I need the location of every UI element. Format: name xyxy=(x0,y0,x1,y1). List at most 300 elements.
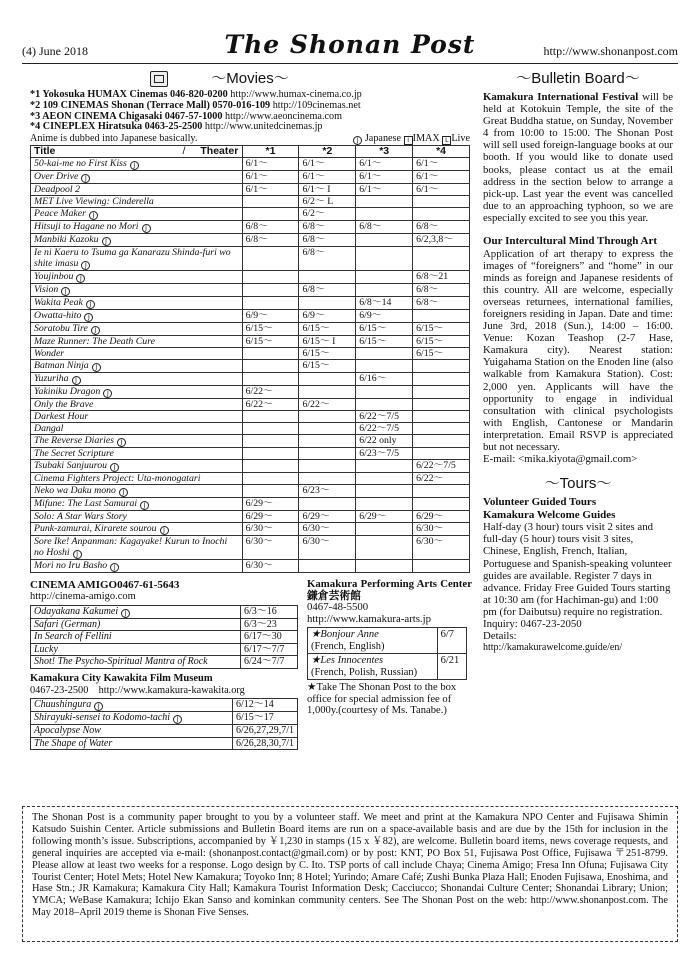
film-camera-icon xyxy=(150,71,168,87)
left-column xyxy=(30,70,470,779)
art-heading: Our Intercultural Mind Through Art xyxy=(483,235,657,248)
amigo-url[interactable]: http://cinema-amigo.com xyxy=(30,591,136,603)
performing-phone: 0467-48-5500 xyxy=(307,601,369,614)
table-row xyxy=(31,158,470,171)
theater-3-date: 6/1～ xyxy=(356,171,413,184)
cinema-name: *1 Yokosuka HUMAX Cinemas 046-820-0200 xyxy=(30,89,231,100)
table-row xyxy=(31,560,470,573)
theater-2-date: 6/1～ I xyxy=(299,184,356,196)
theater-4-date: 6/22～7/5 xyxy=(413,460,470,473)
theater-4-date xyxy=(413,485,470,498)
tours-title: ～Tours～ xyxy=(544,475,612,493)
theater-3-date xyxy=(356,247,413,271)
performance-date: 6/7 xyxy=(437,628,466,654)
theater-2-date: 6/23～ xyxy=(299,485,356,498)
theater-2-date: 6/30～ xyxy=(299,523,356,536)
theater-3-date xyxy=(356,560,413,573)
table-row xyxy=(31,208,470,221)
table-row xyxy=(31,234,470,247)
movie-title: Wakita Peak J xyxy=(31,297,243,310)
theater-1-date xyxy=(242,196,299,208)
legend-imax: IMAX xyxy=(412,133,440,145)
legend-row xyxy=(30,133,470,145)
amigo-heading: CINEMA AMIGO0467-61-5643 xyxy=(30,579,180,592)
theater-2-date: 6/30～ xyxy=(299,536,356,560)
screening-date: 6/24～7/7 xyxy=(241,656,298,669)
movie-title: MET Live Viewing: Cinderella xyxy=(31,196,243,208)
movie-title: Apocalypse Now xyxy=(31,725,233,738)
theater-4-date xyxy=(413,498,470,511)
theater-1-date: 6/22～ xyxy=(242,399,299,411)
theater-4-date xyxy=(413,560,470,573)
theater-4-date xyxy=(413,360,470,373)
table-row xyxy=(31,247,470,271)
movie-title: Cinema Fighters Project: Uta-monogatari xyxy=(31,473,243,485)
performance-title: ★Bonjour Anne (French, English) xyxy=(308,628,438,654)
theater-2-date xyxy=(299,460,356,473)
theater-2-date xyxy=(299,435,356,448)
live-icon: L xyxy=(442,136,451,145)
theater-2-date xyxy=(299,411,356,423)
theater-3-date xyxy=(356,271,413,284)
table-row xyxy=(31,171,470,184)
table-row xyxy=(31,386,470,399)
table-row xyxy=(31,460,470,473)
movie-title: Sore Ike! Anpanman: Kagayake! Kurun to Inochi no Hoshi J xyxy=(31,536,243,560)
japanese-icon: J xyxy=(91,326,100,335)
japanese-icon: J xyxy=(72,376,81,385)
theater-4-date: 6/30～ xyxy=(413,523,470,536)
theater-2-date: 6/15～ I xyxy=(299,336,356,348)
japanese-icon: J xyxy=(76,274,85,283)
movie-title: The Shape of Water xyxy=(31,737,233,750)
col-theater-1: *1 xyxy=(242,146,299,158)
theater-1-date xyxy=(242,373,299,386)
japanese-icon: J xyxy=(117,438,126,447)
movie-title: Soratobu Tire J xyxy=(31,323,243,336)
theater-4-date: 6/15～ xyxy=(413,336,470,348)
table-row xyxy=(31,411,470,423)
movie-title: The Reverse Diaries J xyxy=(31,435,243,448)
theater-3-date: 6/22～7/5 xyxy=(356,423,413,435)
japanese-icon: J xyxy=(84,313,93,322)
theater-3-date: 6/1～ xyxy=(356,158,413,171)
kawakita-contact: 0467-23-2500 http://www.kamakura-kawakita.org xyxy=(30,684,245,696)
theater-3-date xyxy=(356,348,413,360)
table-row xyxy=(31,284,470,297)
table-row xyxy=(308,654,467,680)
festival-text: will be held at Kotokuin Temple, the site of the Great Buddha statue, on Sunday, November 4 from 10:00 to 15:00. The Shonan Post will sell used foreign-language books at our booth. If you would like to donate used books, please contact us at the email address in the section below to arrange a pick-up. Last year the event was cancelled due to an approaching typhoon, so we are especially excited to see you this year. xyxy=(483,91,673,224)
cinema-name: *3 AEON CINEMA Chigasaki 0467-57-1000 xyxy=(30,110,225,122)
masthead: The Shonan Post xyxy=(224,30,476,59)
theater-1-date xyxy=(242,485,299,498)
footer-info-box xyxy=(22,806,678,942)
movie-title: Yuzuriha J xyxy=(31,373,243,386)
movie-title: Mifune: The Last Samurai J xyxy=(31,498,243,511)
theater-3-date: 6/8～14 xyxy=(356,297,413,310)
theater-2-date: 6/15～ xyxy=(299,360,356,373)
table-row xyxy=(31,605,298,618)
table-row xyxy=(31,737,298,750)
table-row xyxy=(31,323,470,336)
table-row xyxy=(31,184,470,196)
movie-title: Dangal xyxy=(31,423,243,435)
performing-arts xyxy=(307,579,472,717)
theater-4-date xyxy=(413,435,470,448)
movie-title: Deadpool 2 xyxy=(31,184,243,196)
theater-3-date xyxy=(356,460,413,473)
footer-text: The Shonan Post is a community paper brought to you by a volunteer staff. We meet and print at the Kamakura NPO Center and Fujisawa Shimin Katsudo Suishin Center. Article submissions and Bulletin Board items are run on a space-available basis and are due by the 15th for inclusion in the following month’s issue. Subscriptions, accompanied by ￥1,230 in stamps (15 x ￥82), are welcome. Bulletin board items, news coverage requests, and general inquiries are accepted via e-mail: (shonanpost.contact@gmail.com) or by post: KNT, PO Box 51, Fujisawa Post Office, Fujisawa 〒251-8799. Please allow at least two weeks for a response. Logo design by C. Ito. TSP ports of call include Chaya; Cinema Amigo; Fresa Inn Ofuna; Fujisawa City Tourist Center; Hotel Mets; Hotel New Kamakura; Toyoko Inn; 8 Hotel; Yurindo; Amare Café; Zushi Bunka Plaza Hall; Enoden Fujisawa, Enoshima, and Hase Stn.; JR Kamakura; Kamakura City Hall; Kamakura Tourist Information Desk; Cacciucco; Shonandai Culture Center; Shonandai Library; Union; YMCA; WeBase Kamakura; Ichijo Ekan Sanso and kominkan community centers. See The Shonan Post on the web: http://www.shonanpost.com. The May 2018–April 2019 theme is Shonan Five Senses. xyxy=(32,812,668,919)
movie-title: 50-kai-me no First Kiss J xyxy=(31,158,243,171)
table-row xyxy=(31,297,470,310)
theater-2-date: 6/8～ xyxy=(299,247,356,271)
theater-3-date xyxy=(356,498,413,511)
theater-3-date xyxy=(356,536,413,560)
table-row xyxy=(31,448,470,460)
theater-4-date xyxy=(413,448,470,460)
movie-title: Over Drive J xyxy=(31,171,243,184)
tours-head-1: Volunteer Guided Tours xyxy=(483,496,597,509)
theater-4-date xyxy=(413,386,470,399)
japanese-icon: J xyxy=(142,224,151,233)
screening-date: 6/15～17 xyxy=(232,712,297,725)
table-row xyxy=(31,725,298,738)
bulletin-title: ～Bulletin Board～ xyxy=(516,70,640,87)
movie-title: Shirayuki-sensei to Kodomo-tachi J xyxy=(31,712,233,725)
table-row xyxy=(308,628,467,654)
theater-3-date xyxy=(356,196,413,208)
theater-2-date: 6/1～ xyxy=(299,158,356,171)
theater-3-date xyxy=(356,234,413,247)
table-row xyxy=(31,348,470,360)
movie-title: Yakiniku Dragon J xyxy=(31,386,243,399)
theater-3-date: 6/22～7/5 xyxy=(356,411,413,423)
theater-1-date xyxy=(242,360,299,373)
dub-note: Anime is dubbed into Japanese basically. xyxy=(30,133,198,145)
tours-head-2: Kamakura Welcome Guides xyxy=(483,508,616,521)
japanese-icon: J xyxy=(110,463,119,472)
table-row xyxy=(31,656,298,669)
movie-title: Lucky xyxy=(31,643,241,656)
theater-1-date xyxy=(242,208,299,221)
theater-2-date: 6/2～ L xyxy=(299,196,356,208)
theater-4-date: 6/8～ xyxy=(413,221,470,234)
screening-date: 6/12～14 xyxy=(232,699,297,712)
movies-section-title xyxy=(30,70,470,88)
japanese-icon: J xyxy=(110,563,119,572)
col-theater-2: *2 xyxy=(299,146,356,158)
screening-date: 6/26,27,29,7/1 xyxy=(232,725,297,738)
japanese-icon: J xyxy=(94,702,103,711)
theater-2-date xyxy=(299,271,356,284)
table-row xyxy=(31,373,470,386)
theater-3-date: 6/9～ xyxy=(356,310,413,323)
theater-1-date xyxy=(242,271,299,284)
table-row xyxy=(31,523,470,536)
movie-title: Batman Ninja J xyxy=(31,360,243,373)
theater-3-date xyxy=(356,399,413,411)
movie-title: Tsubaki Sanjuurou J xyxy=(31,460,243,473)
theater-3-date: 6/8～ xyxy=(356,221,413,234)
theater-1-date: 6/29～ xyxy=(242,511,299,523)
japanese-icon: J xyxy=(140,501,149,510)
table-row xyxy=(31,473,470,485)
amigo-table xyxy=(30,605,298,669)
theater-1-date: 6/30～ xyxy=(242,536,299,560)
theater-2-date xyxy=(299,560,356,573)
tours-details-url[interactable]: http://kamakurawelcome.guide/en/ xyxy=(483,642,623,654)
theater-3-date: 6/1～ xyxy=(356,184,413,196)
theater-1-date xyxy=(242,473,299,485)
table-row xyxy=(31,423,470,435)
cinema-url[interactable]: http://www.humax-cinema.co.jp xyxy=(230,89,362,100)
cinema-url[interactable]: http://109cinemas.net xyxy=(272,99,361,111)
theater-1-date xyxy=(242,297,299,310)
table-row xyxy=(31,435,470,448)
issue-date: (4) June 2018 xyxy=(22,44,88,58)
legend-japanese: Japanese xyxy=(364,133,402,145)
theater-1-date: 6/1～ xyxy=(242,184,299,196)
theater-3-date xyxy=(356,284,413,297)
japanese-icon: J xyxy=(61,287,70,296)
theater-3-date: 6/29～ xyxy=(356,511,413,523)
theater-2-date: 6/1～ xyxy=(299,171,356,184)
japanese-icon: J xyxy=(353,136,362,145)
art-email[interactable]: E-mail: <mika.kiyota@gmail.com> xyxy=(483,453,638,466)
theater-4-date: 6/1～ xyxy=(413,184,470,196)
cinema-url[interactable]: http://www.unitedcinemas.jp xyxy=(204,121,323,133)
theater-1-date: 6/1～ xyxy=(242,171,299,184)
header-url[interactable]: http://www.shonanpost.com xyxy=(543,44,678,58)
japanese-icon: J xyxy=(121,609,130,618)
table-row xyxy=(31,631,298,644)
theater-1-date: 6/8～ xyxy=(242,221,299,234)
movie-title: Chuushingura J xyxy=(31,699,233,712)
theater-3-date xyxy=(356,386,413,399)
cinema-name: *2 109 CINEMAS Shonan (Terrace Mall) 0570-016-109 xyxy=(30,99,273,111)
performing-table xyxy=(307,627,467,680)
movie-title: Odayakana Kakumei J xyxy=(31,605,241,618)
movie-title: Vision J xyxy=(31,284,243,297)
theater-3-date xyxy=(356,523,413,536)
theater-1-date xyxy=(242,460,299,473)
table-row xyxy=(31,643,298,656)
theater-2-date: 6/22～ xyxy=(299,399,356,411)
japanese-icon: J xyxy=(81,261,90,270)
theater-2-date: 6/2～ xyxy=(299,208,356,221)
movie-schedule-table xyxy=(30,145,470,573)
theater-1-date xyxy=(242,435,299,448)
theater-4-date: 6/1～ xyxy=(413,158,470,171)
art-text: Application of art therapy to express the images of “foreigners” and “home” in our minds as foreign and Japanese residents of this country. All are welcome, especially overseas returnees, international families, foreigners residing in Japan. Date and time: June 3rd, 2018 (Sun.), 14:00 – 16:00. Venue: Kozan Teashop (2-7 Hase, Kamakura city). Nearest station: Yuigahama Station on the Enoden line (also walkable from Kamakura Station). Cost: 2,000 yen. Applicants will have the opportunity to engage in individual consultation with clinical psychologists with English, Cantonese or Mandarin interpretation. Email RSVP is appreciated but not necessary. xyxy=(483,247,673,454)
table-row xyxy=(31,310,470,323)
screening-date: 6/26,28,30,7/1 xyxy=(232,737,297,750)
performing-url[interactable]: http://www.kamakura-arts.jp xyxy=(307,612,432,625)
cinema-list xyxy=(30,90,470,133)
col-theater-4: *4 xyxy=(413,146,470,158)
kawakita-heading: Kamakura City Kawakita Film Museum xyxy=(30,672,213,684)
movie-title: Punk-zamurai, Kirarete sourou J xyxy=(31,523,243,536)
table-header-row xyxy=(31,146,470,158)
table-row xyxy=(31,536,470,560)
theater-3-date: 6/23～7/5 xyxy=(356,448,413,460)
bulletin-item-art xyxy=(483,235,673,465)
theater-4-date: 6/15～ xyxy=(413,348,470,360)
japanese-icon: J xyxy=(73,550,82,559)
theater-1-date xyxy=(242,348,299,360)
theater-1-date: 6/8～ xyxy=(242,234,299,247)
table-row xyxy=(31,498,470,511)
movie-title: Maze Runner: The Death Cure xyxy=(31,336,243,348)
theater-4-date xyxy=(413,399,470,411)
theater-2-date xyxy=(299,373,356,386)
table-row xyxy=(31,271,470,284)
legend xyxy=(353,133,470,145)
theater-2-date xyxy=(299,448,356,460)
japanese-icon: J xyxy=(160,526,169,535)
theater-4-date: 6/29～ xyxy=(413,511,470,523)
movie-title: Manbiki Kazoku J xyxy=(31,234,243,247)
theater-4-date: 6/22～ xyxy=(413,473,470,485)
table-row xyxy=(31,336,470,348)
col-title: Title / Theater xyxy=(31,146,243,158)
amigo-kawakita xyxy=(30,579,298,754)
japanese-icon: J xyxy=(92,363,101,372)
movie-title: Mori no Iru Basho J xyxy=(31,560,243,573)
table-row xyxy=(31,196,470,208)
festival-heading: Kamakura International Festival xyxy=(483,91,639,103)
theater-3-date xyxy=(356,360,413,373)
legend-live: Live xyxy=(451,133,470,145)
table-row xyxy=(31,511,470,523)
theater-1-date xyxy=(242,411,299,423)
table-row xyxy=(31,221,470,234)
theater-4-date: 6/15～ xyxy=(413,323,470,336)
theater-2-date: 6/15～ xyxy=(299,348,356,360)
tours-text: Half-day (3 hour) tours visit 2 sites and full-day (5 hour) tours visit 3 sites, Chinese, English, French, Italian, Portuguese and Spanish-speaking volunteer guides are available. Register 7 days in advance. Friday Free Guided Tours starting at 10:30 am (for Hachiman-gu) and 1:00 pm (for Daibutsu) require no registration. Inquiry: 0467-23-2050 xyxy=(483,521,672,630)
cinema-entry xyxy=(30,122,470,133)
theater-2-date: 6/8～ xyxy=(299,234,356,247)
screening-date: 6/17～7/7 xyxy=(241,643,298,656)
performance-date: 6/21 xyxy=(437,654,466,680)
theater-3-date xyxy=(356,485,413,498)
theater-4-date xyxy=(413,310,470,323)
tours-details-label: Details: xyxy=(483,630,517,643)
theater-2-date xyxy=(299,498,356,511)
theater-1-date: 6/15～ xyxy=(242,323,299,336)
theater-1-date: 6/30～ xyxy=(242,560,299,573)
bulletin-item-festival xyxy=(483,91,673,224)
performance-title: ★Les Innocentes (French, Polish, Russian) xyxy=(308,654,438,680)
movie-title: Wonder xyxy=(31,348,243,360)
movie-title: Hitsuji to Hagane no Mori J xyxy=(31,221,243,234)
theater-4-date: 6/8～ xyxy=(413,297,470,310)
screening-date: 6/3～23 xyxy=(241,618,298,631)
theater-1-date xyxy=(242,423,299,435)
theater-3-date: 6/22 only xyxy=(356,435,413,448)
cinema-url[interactable]: http://www.aeoncinema.com xyxy=(225,110,343,122)
kawakita-url[interactable]: http://www.kamakura-kawakita.org xyxy=(98,684,245,696)
theater-1-date xyxy=(242,284,299,297)
theater-4-date xyxy=(413,208,470,221)
theater-4-date xyxy=(413,411,470,423)
movie-title: Owatta-hito J xyxy=(31,310,243,323)
movie-title: Only the Brave xyxy=(31,399,243,411)
tours-section xyxy=(483,475,673,654)
table-row xyxy=(31,485,470,498)
japanese-icon: J xyxy=(102,237,111,246)
theater-3-date: 6/15～ xyxy=(356,336,413,348)
theater-4-date xyxy=(413,196,470,208)
screening-date: 6/3～16 xyxy=(241,605,298,618)
theater-2-date: 6/29～ xyxy=(299,511,356,523)
movie-title: Shot! The Psycho-Spiritual Mantra of Rock xyxy=(31,656,241,669)
theater-1-date: 6/9～ xyxy=(242,310,299,323)
japanese-icon: J xyxy=(130,161,139,170)
movie-title: The Secret Scripture xyxy=(31,448,243,460)
theater-4-date: 6/1～ xyxy=(413,171,470,184)
theater-2-date: 6/15～ xyxy=(299,323,356,336)
table-row xyxy=(31,618,298,631)
screening-date: 6/17～30 xyxy=(241,631,298,644)
movie-title: Youjinbou J xyxy=(31,271,243,284)
theater-3-date xyxy=(356,208,413,221)
cinema-name: *4 CINEPLEX Hiratsuka 0463-25-2500 xyxy=(30,121,205,133)
theater-1-date xyxy=(242,247,299,271)
theater-2-date xyxy=(299,297,356,310)
theater-1-date: 6/30～ xyxy=(242,523,299,536)
japanese-icon: J xyxy=(81,174,90,183)
theater-1-date: 6/22～ xyxy=(242,386,299,399)
theater-1-date: 6/29～ xyxy=(242,498,299,511)
theater-2-date xyxy=(299,423,356,435)
japanese-icon: J xyxy=(86,300,95,309)
theater-1-date: 6/1～ xyxy=(242,158,299,171)
imax-icon: I xyxy=(404,136,413,145)
movie-title: Darkest Hour xyxy=(31,411,243,423)
japanese-icon: J xyxy=(103,389,112,398)
movie-title: Safari (German) xyxy=(31,618,241,631)
movies-title-text: ～Movies～ xyxy=(211,70,289,87)
japanese-icon: J xyxy=(89,211,98,220)
theater-4-date xyxy=(413,373,470,386)
col-theater-3: *3 xyxy=(356,146,413,158)
theater-4-date: 6/2,3,8～ xyxy=(413,234,470,247)
secondary-venues xyxy=(30,579,470,779)
theater-2-date: 6/8～ xyxy=(299,221,356,234)
movie-title: Solo: A Star Wars Story xyxy=(31,511,243,523)
table-row xyxy=(31,712,298,725)
movie-title: Neko wa Daku mono J xyxy=(31,485,243,498)
table-row xyxy=(31,360,470,373)
theater-3-date: 6/16～ xyxy=(356,373,413,386)
movie-title: In Search of Fellini xyxy=(31,631,241,644)
table-row xyxy=(31,699,298,712)
kawakita-table xyxy=(30,698,298,750)
theater-2-date: 6/9～ xyxy=(299,310,356,323)
theater-4-date: 6/8～21 xyxy=(413,271,470,284)
theater-2-date: 6/8～ xyxy=(299,284,356,297)
theater-2-date xyxy=(299,473,356,485)
japanese-icon: J xyxy=(119,488,128,497)
theater-4-date: 6/30～ xyxy=(413,536,470,560)
performing-heading: Kamakura Performing Arts Center 鎌倉芸術館 xyxy=(307,578,472,602)
right-column xyxy=(483,70,673,654)
theater-3-date xyxy=(356,473,413,485)
theater-2-date xyxy=(299,386,356,399)
japanese-icon: J xyxy=(173,715,182,724)
page-header xyxy=(22,30,678,64)
